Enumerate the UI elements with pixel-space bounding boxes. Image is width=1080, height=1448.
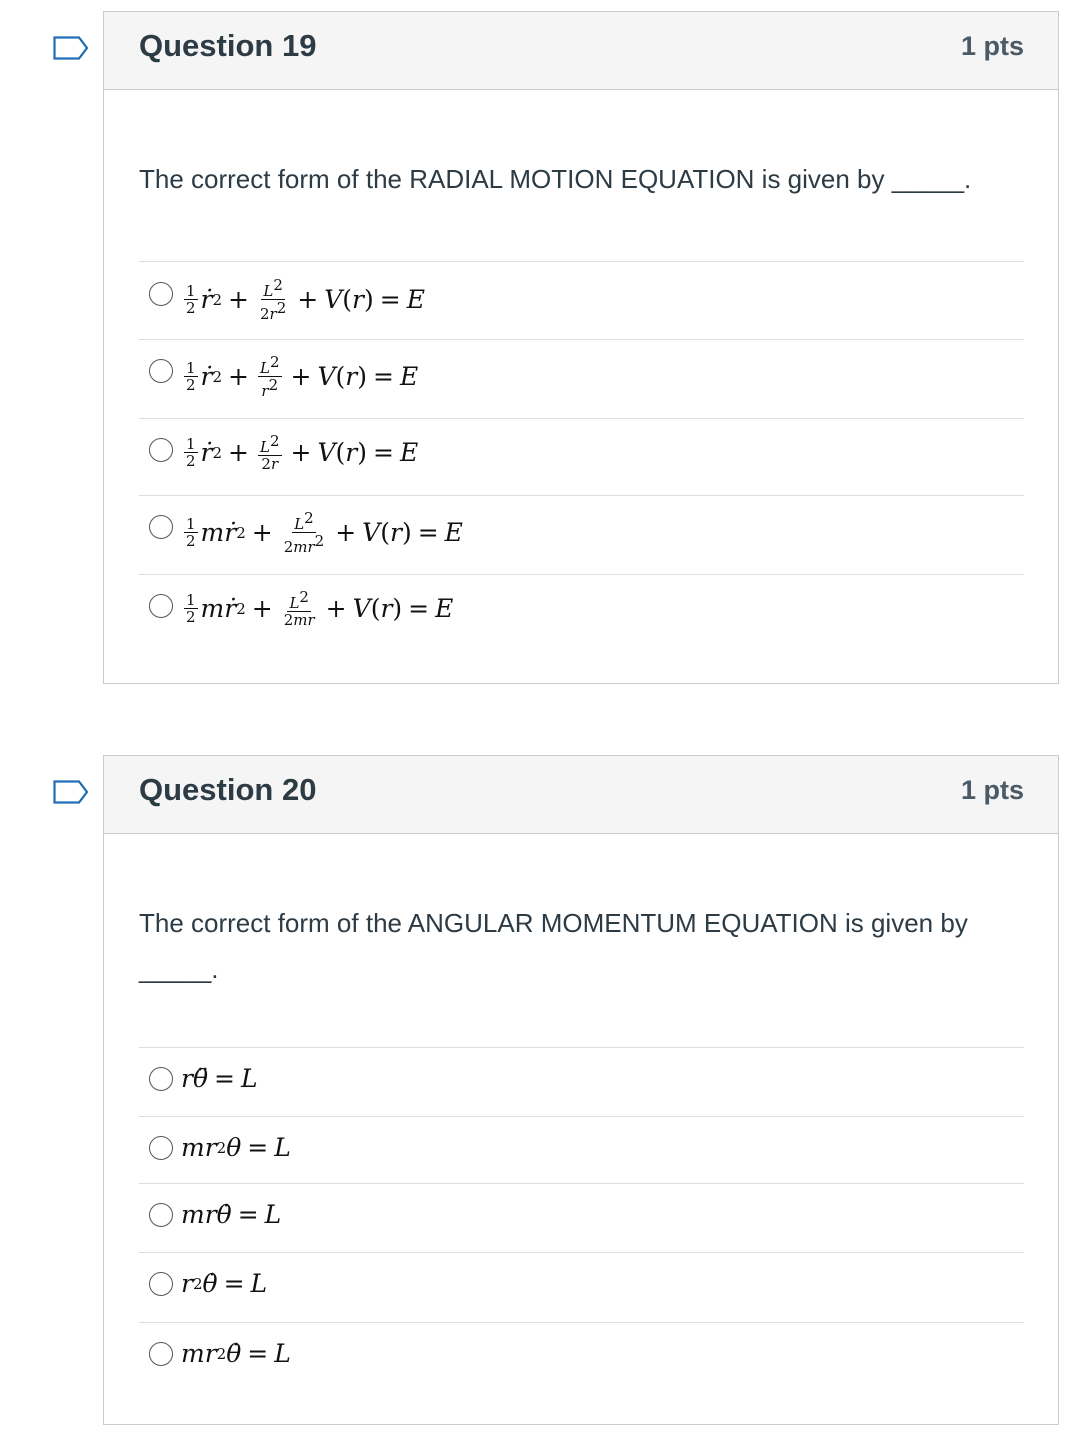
answer-equation: mrθ̇ = L: [181, 1200, 282, 1229]
answer-option[interactable]: [139, 1252, 1024, 1322]
answer-list: [139, 1047, 1024, 1391]
answer-equation: rθ̈ = L: [181, 1064, 258, 1093]
radio-circle-icon[interactable]: [149, 1136, 173, 1160]
answer-equation: $\frac{1}{2}$ ṙ 2 + $\frac{L^2}{2r}$ + V ( r ) = E: [186, 432, 419, 473]
answer-option[interactable]: [139, 574, 1024, 653]
answer-option[interactable]: [139, 495, 1024, 574]
question-text: The correct form of the ANGULAR MOMENTUM EQUATION is given by _____.: [139, 908, 968, 984]
answer-option[interactable]: [139, 1183, 1024, 1252]
answer-list: [139, 261, 1024, 653]
radio-circle-icon[interactable]: [149, 359, 173, 383]
radio-circle-icon[interactable]: [149, 594, 173, 618]
flag-question-20-icon[interactable]: [53, 780, 89, 804]
radio-circle-icon[interactable]: [149, 1067, 173, 1091]
question-title: Question 20: [139, 772, 317, 807]
answer-option[interactable]: [139, 418, 1024, 495]
answer-equation: $\frac{1}{2}$ ṙ 2 + $\frac{L^2}{2r^2}$ + V ( r ) = E: [186, 276, 425, 323]
radio-circle-icon[interactable]: [149, 515, 173, 539]
question-title: Question 19: [139, 28, 317, 63]
flag-question-19-icon[interactable]: [53, 36, 89, 60]
answer-option[interactable]: [139, 261, 1024, 339]
question-header: [104, 12, 1058, 90]
radio-circle-icon[interactable]: [149, 438, 173, 462]
radio-circle-icon[interactable]: [149, 1203, 173, 1227]
question-text: The correct form of the RADIAL MOTION EQUATION is given by _____.: [139, 164, 972, 194]
question-points: 1 pts: [960, 31, 1024, 61]
answer-equation: mr 2 θ̇ = L: [181, 1339, 291, 1368]
answer-equation: r 2 θ̇ = L: [181, 1269, 268, 1298]
radio-circle-icon[interactable]: [149, 1272, 173, 1296]
answer-option[interactable]: [139, 1047, 1024, 1116]
answer-option[interactable]: [139, 1322, 1024, 1391]
radio-circle-icon[interactable]: [149, 282, 173, 306]
question-header: [104, 756, 1058, 834]
question-19: [103, 11, 1059, 684]
answer-equation: $\frac{1}{2}$ ṙ 2 + $\frac{L^2}{r^2}$ + V ( r ) = E: [186, 353, 419, 400]
answer-equation: mr 2 θ = L: [181, 1133, 291, 1162]
answer-equation: $\frac{1}{2}$ mṙ 2 + $\frac{L^2}{2mr}$ + V ( r ) = E: [186, 588, 454, 629]
radio-circle-icon[interactable]: [149, 1342, 173, 1366]
answer-option[interactable]: [139, 339, 1024, 418]
question-points: 1 pts: [960, 775, 1024, 805]
answer-equation: $\frac{1}{2}$ mṙ 2 + $\frac{L^2}{2mr^2}$ + V ( r ) = E: [186, 509, 463, 556]
answer-option[interactable]: [139, 1116, 1024, 1183]
question-20: [103, 755, 1059, 1425]
